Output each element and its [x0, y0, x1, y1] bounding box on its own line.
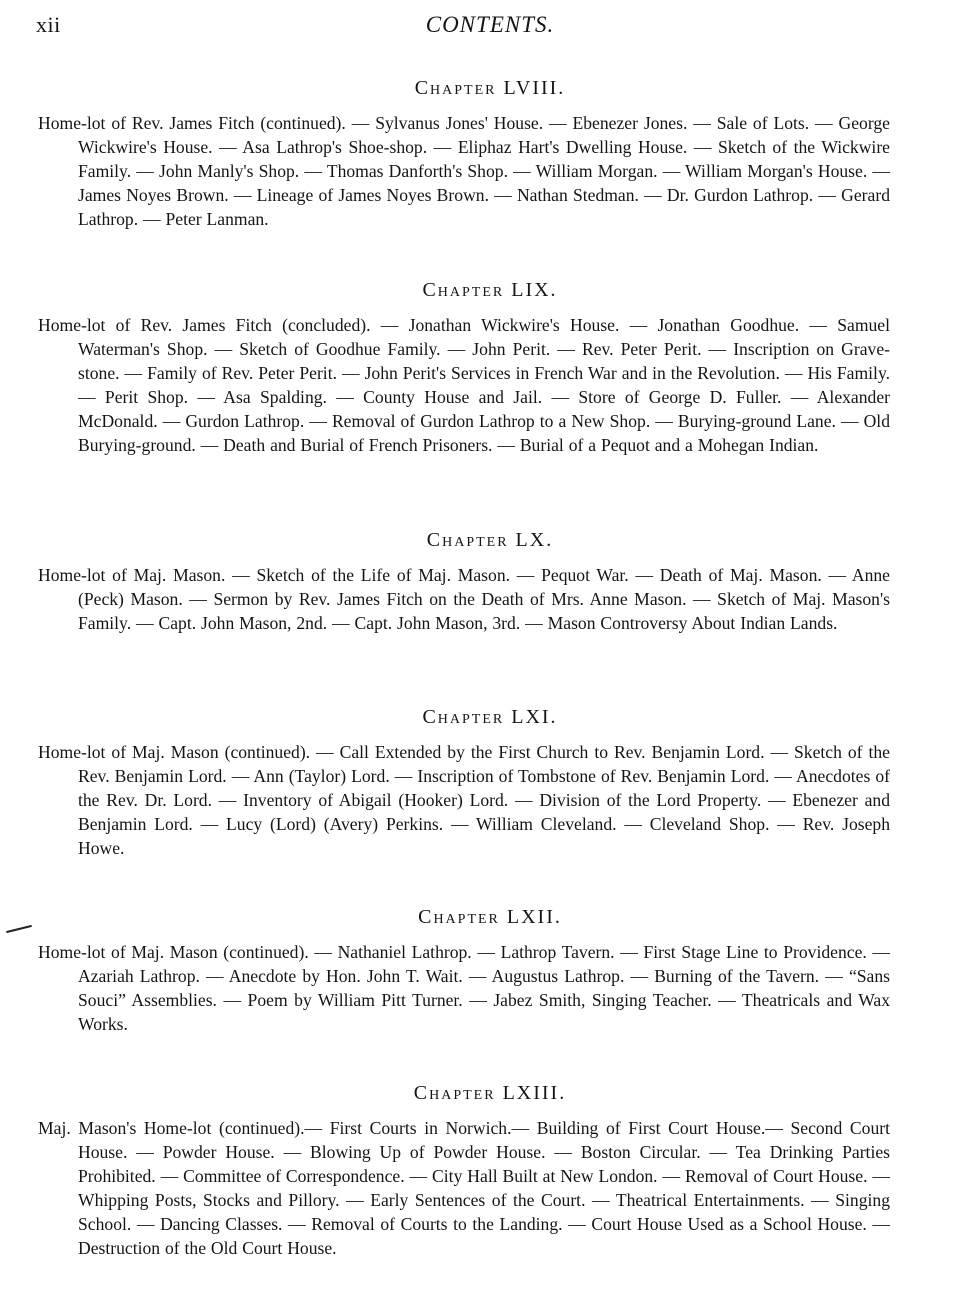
running-title: CONTENTS. — [425, 12, 555, 37]
chapter-title: Chapter LVIII. — [414, 77, 566, 99]
chapter-title: Chapter LIX. — [422, 279, 558, 301]
chapter-summary: Home-lot of Maj. Mason. — Sketch of the Life of Maj. Mason. — Pequot War. — Death of Maj. Mason. — Anne (Peck) Mason. — Sermon by Rev. James Fitch on the Death of Mrs. Anne Mason. — Sketch of Maj. Mason's Family. — Capt. John Mason, 2nd. — Capt. John Mason, 3rd. — Mason Controversy About Indian Lands. — [38, 565, 890, 634]
chapter-title: Chapter LXII. — [418, 906, 562, 928]
chapter-summary: Home-lot of Maj. Mason (continued). — Nathaniel Lathrop. — Lathrop Tavern. — First Stage Line to Providence. — Azariah Lathrop. — Anecdote by Hon. John T. Wait. — Augustus Lathrop. — Burning of the Tavern. — “Sans Souci” Assemblies. — Poem by William Pitt Turner. — Jabez Smith, Singing Teacher. — Theatricals and Wax Works. — [38, 942, 890, 1035]
chapter-lxi — [0, 705, 980, 860]
page-number: xii — [36, 12, 61, 37]
chapter-title: Chapter LXI. — [422, 706, 558, 728]
chapter-summary: Home-lot of Maj. Mason (continued). — Call Extended by the First Church to Rev. Benjamin Lord. — Sketch of the Rev. Benjamin Lord. — Ann (Taylor) Lord. — Inscription of Tombstone of Rev. Benjamin Lord. — Anecdotes of the Rev. Dr. Lord. — Inventory of Abigail (Hooker) Lord. — Division of the Lord Property. — Ebenezer and Benjamin Lord. — Lucy (Lord) (Avery) Perkins. — William Cleveland. — Cleveland Shop. — Rev. Joseph Howe. — [38, 742, 890, 859]
chapter-lix — [0, 278, 980, 458]
chapter-title: Chapter LX. — [426, 529, 554, 551]
chapter-summary: Maj. Mason's Home-lot (continued).— First Courts in Norwich.— Building of First Court House.— Second Court House. — Powder House. — Blowing Up of Powder House. — Boston Circular. — Tea Drinking Parties Prohibited. — Committee of Correspondence. — City Hall Built at New London. — Removal of Court House. — Whipping Posts, Stocks and Pillory. — Early Sentences of the Court. — Theatrical Entertainments. — Singing School. — Dancing Classes. — Removal of Courts to the Landing. — Court House Used as a School House. — Destruction of the Old Court House. — [38, 1118, 890, 1259]
chapter-summary: Home-lot of Rev. James Fitch (concluded). — Jonathan Wickwire's House. — Jonathan Goodhue. — Samuel Waterman's Shop. — Sketch of Goodhue Family. — John Perit. — Rev. Peter Perit. — Inscription on Grave-stone. — Family of Rev. Peter Perit. — John Perit's Services in French War and in the Revolution. — His Family. — Perit Shop. — Asa Spalding. — County House and Jail. — Store of George D. Fuller. — Alexander McDonald. — Gurdon Lathrop. — Removal of Gurdon Lathrop to a New Shop. — Burying-ground Lane. — Old Burying-ground. — Death and Burial of French Prisoners. — Burial of a Pequot and a Mohegan Indian. — [38, 315, 890, 456]
chapter-title: Chapter LXIII. — [413, 1082, 567, 1104]
chapter-lxii — [0, 905, 980, 1036]
chapter-summary: Home-lot of Rev. James Fitch (continued). — Sylvanus Jones' House. — Ebenezer Jones. — Sale of Lots. — George Wickwire's House. — Asa Lathrop's Shoe-shop. — Eliphaz Hart's Dwelling House. — Sketch of the Wickwire Family. — John Manly's Shop. — Thomas Danforth's Shop. — William Morgan. — William Morgan's House. — James Noyes Brown. — Lineage of James Noyes Brown. — Nathan Stedman. — Dr. Gurdon Lathrop. — Gerard Lathrop. — Peter Lanman. — [38, 113, 890, 230]
chapter-lx — [0, 528, 980, 635]
chapter-lviii — [0, 76, 980, 231]
chapter-lxiii — [0, 1081, 980, 1261]
